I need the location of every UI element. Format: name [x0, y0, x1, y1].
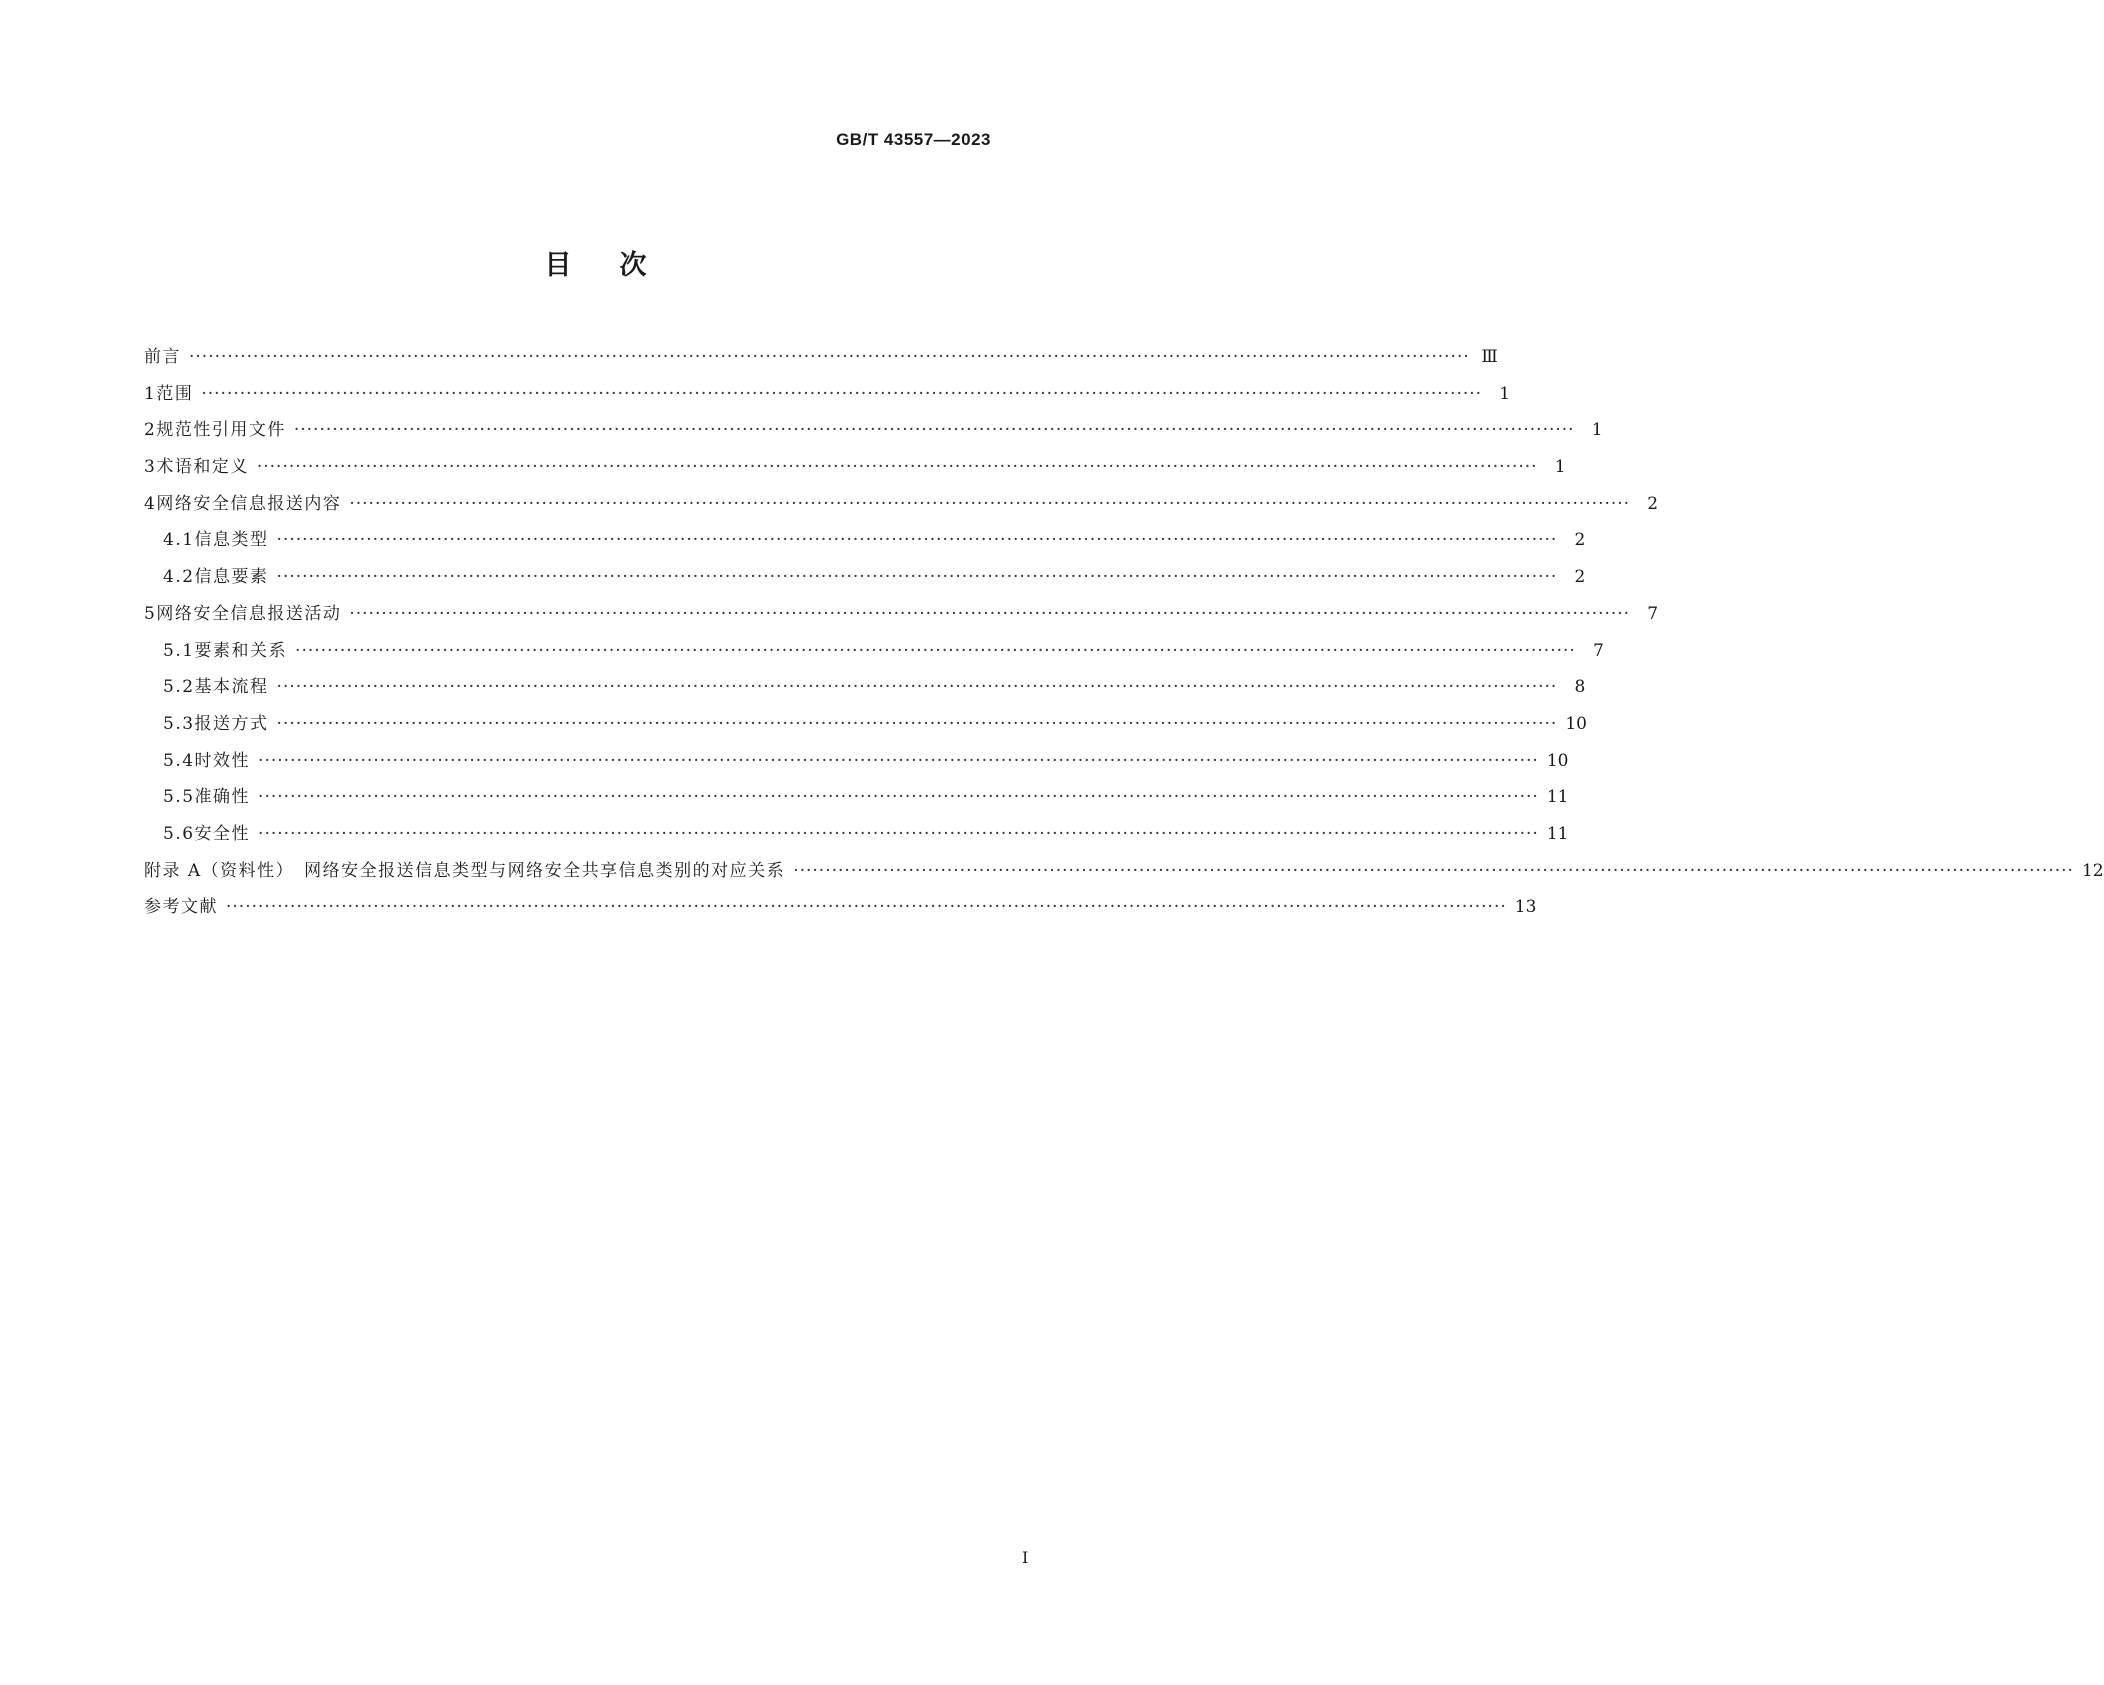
leader-dots: ········································································································································································································ [349, 493, 1631, 514]
toc-entry-label: 附录 A（资料性） 网络安全报送信息类型与网络安全共享信息类别的对应关系 [144, 860, 786, 881]
leader-dots: ········································································································································································································ [189, 347, 1470, 367]
toc-entry[interactable] [144, 415, 1603, 452]
leader-dots: ········································································································································································································ [258, 787, 1539, 808]
toc-entry-label: 信息类型 [194, 530, 269, 551]
toc-subentry[interactable] [144, 746, 1569, 783]
toc-entry-page: 7 [1592, 640, 1604, 661]
toc-entry-number: 4 [144, 493, 157, 514]
leader-dots: ········································································································································································································ [258, 823, 1539, 844]
toc-entry-page: 1 [1554, 457, 1566, 478]
title-char-2: 次 [619, 250, 647, 281]
title-char-1: 目 [544, 250, 572, 281]
toc-entry[interactable] [144, 599, 1659, 636]
toc-entry-page: 10 [1546, 750, 1569, 771]
toc-entry-label: 网络安全信息报送内容 [156, 493, 342, 514]
toc-entry-page: 2 [1647, 493, 1659, 514]
toc-entry-label: 规范性引用文件 [156, 420, 286, 441]
toc-entry-number: 3 [144, 457, 157, 478]
toc-entry-label: 前言 [144, 347, 181, 367]
leader-dots: ········································································································································································································ [276, 713, 1558, 734]
table-of-contents [144, 342, 2104, 929]
toc-entry-page: 2 [1574, 530, 1586, 551]
leader-dots: ········································································································································································································ [793, 860, 2074, 881]
toc-entry-label: 基本流程 [194, 677, 269, 698]
leader-dots: ········································································································································································································ [226, 897, 1507, 918]
leader-dots: ········································································································································································································ [276, 567, 1558, 588]
leader-dots: ········································································································································································································ [201, 383, 1483, 404]
page-title [0, 243, 1191, 282]
toc-entry-page: 2 [1574, 567, 1586, 588]
toc-entry-page: 13 [1514, 897, 1537, 918]
toc-subentry[interactable] [144, 782, 1569, 819]
toc-entry-number: 5.1 [163, 640, 195, 661]
leader-dots: ········································································································································································································ [276, 530, 1558, 551]
toc-entry-label: 安全性 [194, 823, 251, 844]
toc-entry-number: 2 [144, 420, 157, 441]
toc-entry[interactable] [144, 489, 1659, 526]
toc-entry-number: 5.2 [163, 677, 195, 698]
toc-entry-page: 8 [1574, 677, 1586, 698]
toc-entry-page: 1 [1591, 420, 1603, 441]
toc-subentry[interactable] [144, 636, 1604, 673]
toc-entry-number: 5.5 [163, 787, 195, 808]
toc-entry-number: 1 [144, 383, 157, 404]
toc-entry-label: 参考文献 [144, 897, 218, 918]
toc-entry-page: 12 [2081, 860, 2104, 881]
standard-number: GB/T 43557—2023 [836, 130, 991, 149]
toc-entry-label: 网络安全信息报送活动 [156, 603, 342, 624]
toc-entry-label: 要素和关系 [194, 640, 288, 661]
toc-entry[interactable] [144, 452, 1566, 489]
toc-entry-label: 准确性 [194, 787, 251, 808]
toc-entry-page: 11 [1546, 787, 1569, 808]
toc-entry-number: 5.4 [163, 750, 195, 771]
toc-subentry[interactable] [144, 819, 1569, 856]
footer-page-number: I [1022, 1548, 1029, 1567]
toc-subentry[interactable] [144, 525, 1586, 562]
toc-entry-label: 术语和定义 [156, 457, 249, 478]
toc-entry-page: 11 [1546, 823, 1569, 844]
toc-entry-page: 7 [1647, 603, 1659, 624]
toc-entry[interactable] [144, 342, 1498, 379]
toc-entry-number: 4.1 [163, 530, 195, 551]
toc-entry-label: 范围 [156, 383, 194, 404]
leader-dots: ········································································································································································································ [293, 420, 1575, 441]
leader-dots: ········································································································································································································ [276, 677, 1558, 698]
toc-entry-number: 5.3 [163, 713, 195, 734]
toc-entry-page: 1 [1499, 383, 1511, 404]
leader-dots: ········································································································································································································ [258, 750, 1539, 771]
toc-subentry[interactable] [144, 672, 1586, 709]
toc-subentry[interactable] [144, 562, 1586, 599]
leader-dots: ········································································································································································································ [349, 603, 1631, 624]
toc-entry-label: 报送方式 [194, 713, 269, 734]
toc-entry-annex-a[interactable] [144, 856, 2104, 893]
toc-entry-page: Ⅲ [1481, 347, 1498, 367]
toc-entry-label: 信息要素 [194, 567, 269, 588]
toc-entry-page: 10 [1565, 713, 1587, 734]
toc-entry-bibliography[interactable] [144, 892, 1537, 929]
toc-entry-number: 5 [144, 603, 157, 624]
toc-entry-label: 时效性 [194, 750, 251, 771]
leader-dots: ········································································································································································································ [295, 640, 1576, 661]
toc-subentry[interactable] [144, 709, 1587, 746]
toc-entry-number: 5.6 [163, 823, 195, 844]
leader-dots: ········································································································································································································ [256, 457, 1538, 478]
toc-entry-number: 4.2 [163, 567, 195, 588]
toc-entry[interactable] [144, 379, 1511, 416]
